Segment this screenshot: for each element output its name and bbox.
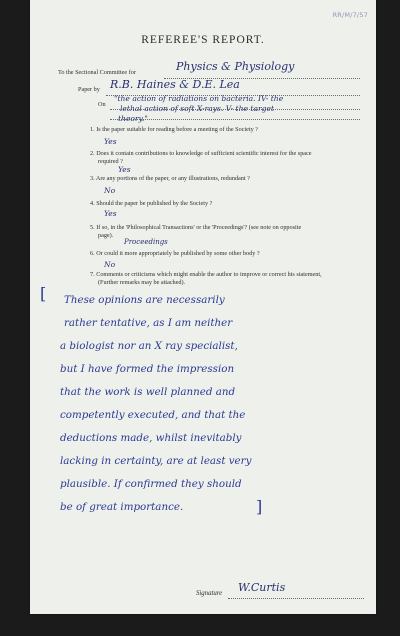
question-4: 4. Should the paper be published by the Society ? [90,200,213,207]
answer-6: No [104,260,116,269]
report-title: REFEREE'S REPORT. [141,34,265,46]
comment-line: competently executed, and that the [60,409,246,421]
signature-line [228,598,364,599]
answer-4: Yes [104,209,117,218]
question-2: 2. Does it contain contributions to knowledge of sufficient scientific interest for the space [90,150,312,157]
comment-line: but I have formed the impression [60,363,235,375]
on-label: On [98,101,106,108]
committee-value: Physics & Physiology [176,60,295,73]
answer-1: Yes [104,137,117,146]
comment-line: that the work is well planned and [60,386,236,398]
comment-line: lacking in certainty, are at least very [60,455,252,467]
question-7-cont: (Further remarks may be attached). [98,279,186,286]
signature-label: Signature [196,590,223,597]
answer-3: No [104,186,116,195]
comment-line: rather tentative, as I am neither [64,317,233,329]
paper-title-line2: lethal action of soft X-rays. V- the target [120,104,275,113]
question-2-cont: required ? [98,158,123,165]
opening-bracket: [ [40,284,47,303]
comment-line: These opinions are necessarily [64,294,225,306]
paper-by-label: Paper by [78,86,100,93]
question-5: 5. If so, in the 'Philosophical Transactions' or the 'Proceedings'? (see note on opposite [90,224,302,231]
paper-title-line3: theory." [118,114,148,123]
question-7: 7. Comments or criticisms which might enable the author to improve or correct his statement, [90,271,322,278]
comment-line: be of great importance. [60,501,184,513]
reference-number: RR/M/7/57 [332,11,368,19]
committee-label: To the Sectional Committee for [58,69,136,76]
question-3: 3. Are any portions of the paper, or any illustrations, redundant ? [90,175,250,182]
referee-report-sheet [30,0,376,614]
signature-value: W.Curtis [238,581,286,594]
authors-value: R.B. Haines & D.E. Lea [110,78,240,91]
question-6: 6. Or could it more appropriately be published by some other body ? [90,250,260,257]
paper-title-line1: "the action of radiations on bacteria. IV- the [114,94,284,103]
answer-2: Yes [118,165,131,174]
closing-bracket: ] [256,497,263,516]
comment-line: deductions made, whilst inevitably [60,432,242,444]
comment-line: plausible. If confirmed they should [60,478,242,490]
answer-5: Proceedings [124,238,168,246]
comment-line: a biologist nor an X ray specialist, [60,340,238,352]
question-1: 1. Is the paper suitable for reading before a meeting of the Society ? [90,126,259,133]
question-5-cont: page). [98,232,114,239]
